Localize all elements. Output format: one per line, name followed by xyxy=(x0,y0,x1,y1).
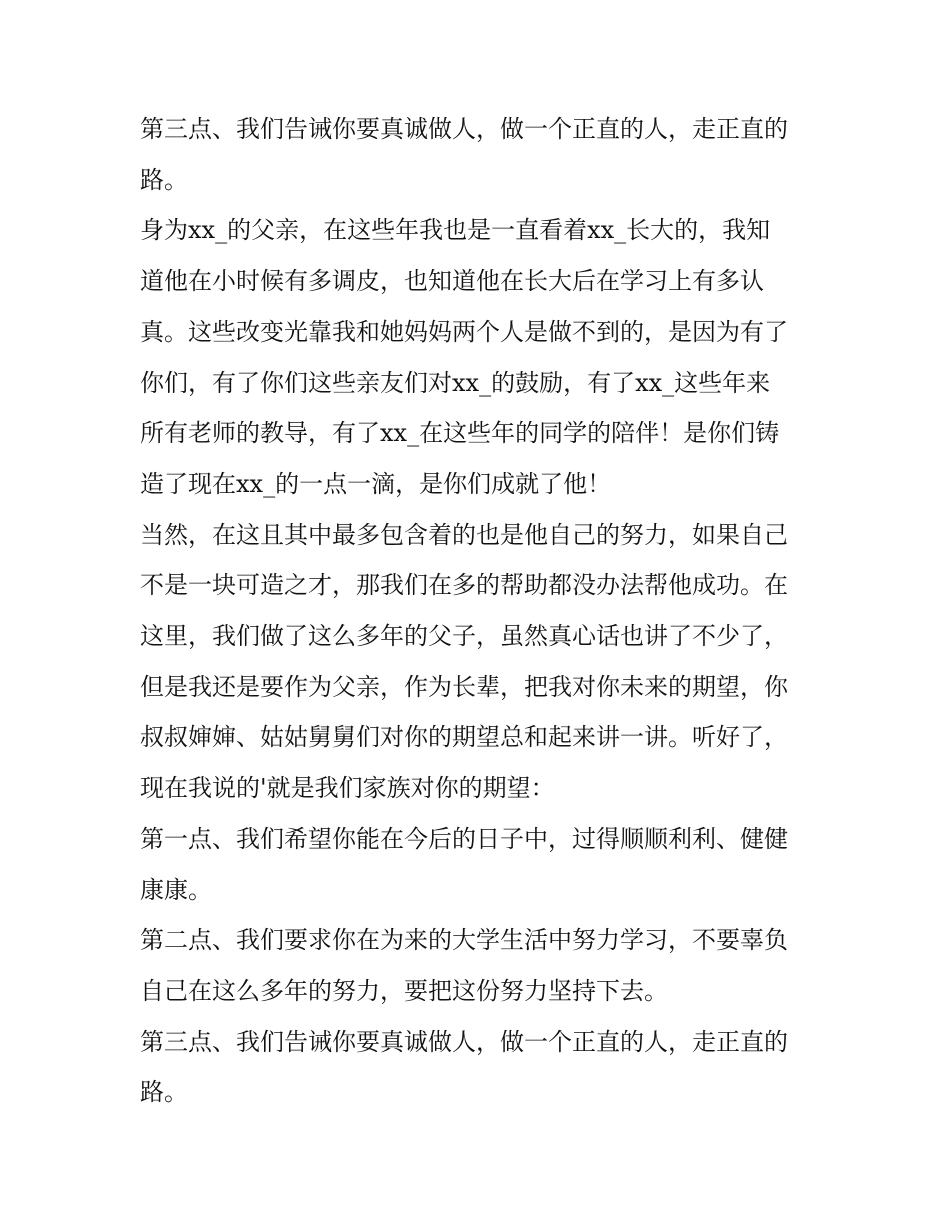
document-body xyxy=(140,104,812,1118)
paragraph-1: 第三点、我们告诫你要真诚做人，做一个正直的人，走正直的 路。 xyxy=(140,115,788,194)
paragraph-5: 第二点、我们要求你在为来的大学生活中努力学习，不要辜负 自己在这么多年的努力，要把这份努力坚持下去。 xyxy=(140,926,788,1005)
paragraph-4: 第一点、我们希望你能在今后的日子中，过得顺顺利利、健健 康康。 xyxy=(140,824,788,904)
paragraph-6: 第三点、我们告诫你要真诚做人，做一个正直的人，走正直的 路。 xyxy=(140,1027,788,1107)
paragraph-3: 当然，在这且其中最多包含着的也是他自己的努力，如果自己 不是一块可造之才，那我们在多的帮助都没办法帮他成功。在 这里，我们做了这么多年的父子，虽然真心话也讲了不少了， 但是我还是要作为父亲，作为长辈，把我对你未来的期望，你 叔叔婶婶、姑姑舅舅们对你的期望总和起来讲一讲。听好了， 现在我说的'就是我们家族对你的期望： xyxy=(140,520,788,803)
paragraph-2: 身为xx_的父亲，在这些年我也是一直看着xx_长大的，我知 道他在小时候有多调皮，也知道他在长大后在学习上有多认 真。这些改变光靠我和她妈妈两个人是做不到的，是因为有了 你们，有了你们这些亲友们对xx_的鼓励，有了xx_这些年来 所有老师的教导，有了xx_在这些年的同学的陪伴！是你们铸 造了现在xx_的一点一滴，是你们成就了他！ xyxy=(140,216,788,498)
